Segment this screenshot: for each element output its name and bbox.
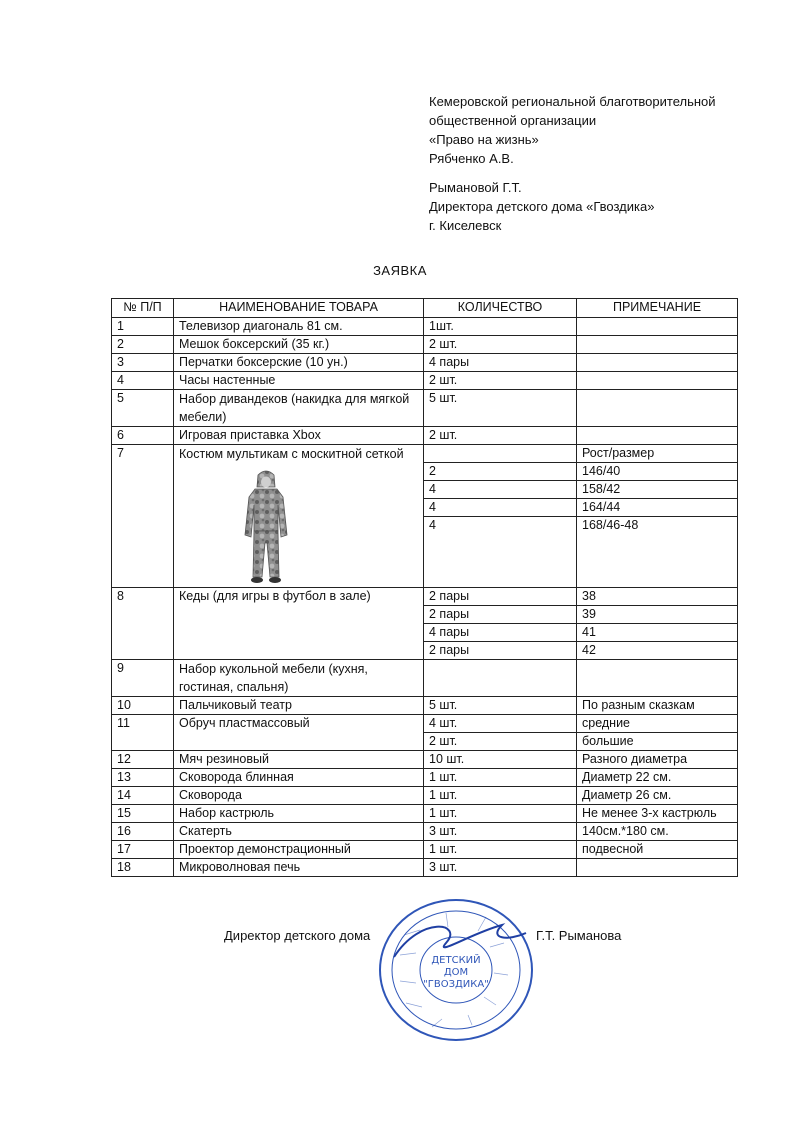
sender-block	[429, 92, 716, 168]
row-number: 15	[112, 805, 174, 823]
row-number: 14	[112, 787, 174, 805]
recipient-block	[429, 178, 654, 235]
table-row	[112, 354, 738, 372]
header-number: № П/П	[112, 299, 174, 318]
row-quantity: 4	[424, 517, 577, 588]
row-note: 146/40	[577, 463, 738, 481]
row-number: 10	[112, 697, 174, 715]
row-note: По разным сказкам	[577, 697, 738, 715]
table-row	[112, 372, 738, 390]
official-stamp	[376, 895, 536, 1045]
header-name: НАИМЕНОВАНИЕ ТОВАРА	[174, 299, 424, 318]
row-quantity: 2	[424, 463, 577, 481]
row-name: Обруч пластмассовый	[174, 715, 424, 751]
table-row	[112, 823, 738, 841]
row-note: Рост/размер	[577, 445, 738, 463]
table-row	[112, 715, 738, 733]
table-row	[112, 751, 738, 769]
table-row	[112, 427, 738, 445]
row-note: средние	[577, 715, 738, 733]
row-name: Набор кукольной мебели (кухня, гостиная, спальня)	[174, 660, 424, 697]
row-quantity: 2 пары	[424, 606, 577, 624]
table-row	[112, 841, 738, 859]
row-quantity: 10 шт.	[424, 751, 577, 769]
row-note: 164/44	[577, 499, 738, 517]
row-quantity: 1 шт.	[424, 841, 577, 859]
row-quantity: 5 шт.	[424, 697, 577, 715]
row-name: Игровая приставка Xbox	[174, 427, 424, 445]
recipient-line: г. Киселевск	[429, 218, 502, 233]
header-note: ПРИМЕЧАНИЕ	[577, 299, 738, 318]
row-quantity: 4	[424, 481, 577, 499]
row-quantity	[424, 445, 577, 463]
row-note	[577, 336, 738, 354]
row-name: Костюм мультикам с москитной сеткой	[179, 447, 404, 461]
row-name: Микроволновая печь	[174, 859, 424, 877]
row-name: Часы настенные	[174, 372, 424, 390]
camouflage-suit-photo	[235, 469, 297, 587]
sender-line: Кемеровской региональной благотворительной	[429, 94, 716, 109]
row-quantity: 1 шт.	[424, 787, 577, 805]
row-quantity: 3 шт.	[424, 859, 577, 877]
row-name-with-photo	[174, 445, 424, 588]
table-row	[112, 859, 738, 877]
row-quantity: 4	[424, 499, 577, 517]
document-title: ЗАЯВКА	[373, 263, 427, 278]
row-name: Перчатки боксерские (10 ун.)	[174, 354, 424, 372]
row-quantity: 5 шт.	[424, 390, 577, 427]
row-number: 5	[112, 390, 174, 427]
row-number: 4	[112, 372, 174, 390]
row-note: 41	[577, 624, 738, 642]
row-quantity: 1шт.	[424, 318, 577, 336]
row-quantity: 2 шт.	[424, 336, 577, 354]
row-quantity: 3 шт.	[424, 823, 577, 841]
row-note: 39	[577, 606, 738, 624]
row-note: подвесной	[577, 841, 738, 859]
stamp-text: ДОМ	[443, 967, 469, 978]
row-number: 12	[112, 751, 174, 769]
row-number: 18	[112, 859, 174, 877]
row-number: 7	[112, 445, 174, 588]
row-name: Набор дивандеков (накидка для мягкой мебели)	[174, 390, 424, 427]
row-number: 3	[112, 354, 174, 372]
row-note: 38	[577, 588, 738, 606]
row-number: 16	[112, 823, 174, 841]
handwritten-signature	[394, 925, 526, 957]
row-note: Диаметр 22 см.	[577, 769, 738, 787]
row-number: 1	[112, 318, 174, 336]
row-quantity: 1 шт.	[424, 769, 577, 787]
row-quantity: 2 пары	[424, 588, 577, 606]
row-note: 168/46-48	[577, 517, 738, 588]
row-note	[577, 354, 738, 372]
row-quantity: 4 пары	[424, 354, 577, 372]
row-quantity	[424, 660, 577, 697]
request-table	[111, 298, 738, 877]
header-quantity: КОЛИЧЕСТВО	[424, 299, 577, 318]
table-row	[112, 697, 738, 715]
row-note	[577, 372, 738, 390]
row-name: Сковорода	[174, 787, 424, 805]
recipient-line: Директора детского дома «Гвоздика»	[429, 199, 655, 214]
row-note: большие	[577, 733, 738, 751]
signature-label: Директор детского дома	[224, 928, 371, 943]
row-note: Диаметр 26 см.	[577, 787, 738, 805]
row-quantity: 4 пары	[424, 624, 577, 642]
row-number: 17	[112, 841, 174, 859]
table-row	[112, 390, 738, 427]
row-name: Кеды (для игры в футбол в зале)	[174, 588, 424, 660]
sender-line: «Право на жизнь»	[429, 132, 539, 147]
row-note	[577, 390, 738, 427]
row-note: 158/42	[577, 481, 738, 499]
row-note	[577, 427, 738, 445]
sender-line: общественной организации	[429, 113, 597, 128]
row-name: Сковорода блинная	[174, 769, 424, 787]
row-number: 11	[112, 715, 174, 751]
row-name: Телевизор диагональ 81 см.	[174, 318, 424, 336]
table-row	[112, 787, 738, 805]
row-number: 9	[112, 660, 174, 697]
row-name: Проектор демонстрационный	[174, 841, 424, 859]
row-quantity: 2 шт.	[424, 733, 577, 751]
row-name: Пальчиковый театр	[174, 697, 424, 715]
row-note: Не менее 3-х кастрюль	[577, 805, 738, 823]
row-quantity: 2 шт.	[424, 372, 577, 390]
row-quantity: 1 шт.	[424, 805, 577, 823]
row-number: 13	[112, 769, 174, 787]
row-note: Разного диаметра	[577, 751, 738, 769]
table-row	[112, 769, 738, 787]
row-note	[577, 859, 738, 877]
table-row	[112, 660, 738, 697]
row-name: Скатерть	[174, 823, 424, 841]
row-name: Набор кастрюль	[174, 805, 424, 823]
row-number: 8	[112, 588, 174, 660]
signature-name: Г.Т. Рыманова	[536, 928, 622, 943]
table-header-row	[112, 299, 738, 318]
row-note	[577, 318, 738, 336]
recipient-line: Рымановой Г.Т.	[429, 180, 522, 195]
table-row	[112, 318, 738, 336]
row-quantity: 2 шт.	[424, 427, 577, 445]
row-name: Мешок боксерский (35 кг.)	[174, 336, 424, 354]
table-row	[112, 805, 738, 823]
table-row	[112, 445, 738, 463]
row-note	[577, 660, 738, 697]
row-name: Мяч резиновый	[174, 751, 424, 769]
row-number: 6	[112, 427, 174, 445]
row-number: 2	[112, 336, 174, 354]
row-note: 140см.*180 см.	[577, 823, 738, 841]
sender-line: Рябченко А.В.	[429, 151, 514, 166]
table-row	[112, 336, 738, 354]
stamp-text: "ГВОЗДИКА"	[423, 979, 489, 990]
row-quantity: 4 шт.	[424, 715, 577, 733]
table-row	[112, 588, 738, 606]
row-note: 42	[577, 642, 738, 660]
row-quantity: 2 пары	[424, 642, 577, 660]
stamp-text: ДЕТСКИЙ	[431, 955, 481, 966]
